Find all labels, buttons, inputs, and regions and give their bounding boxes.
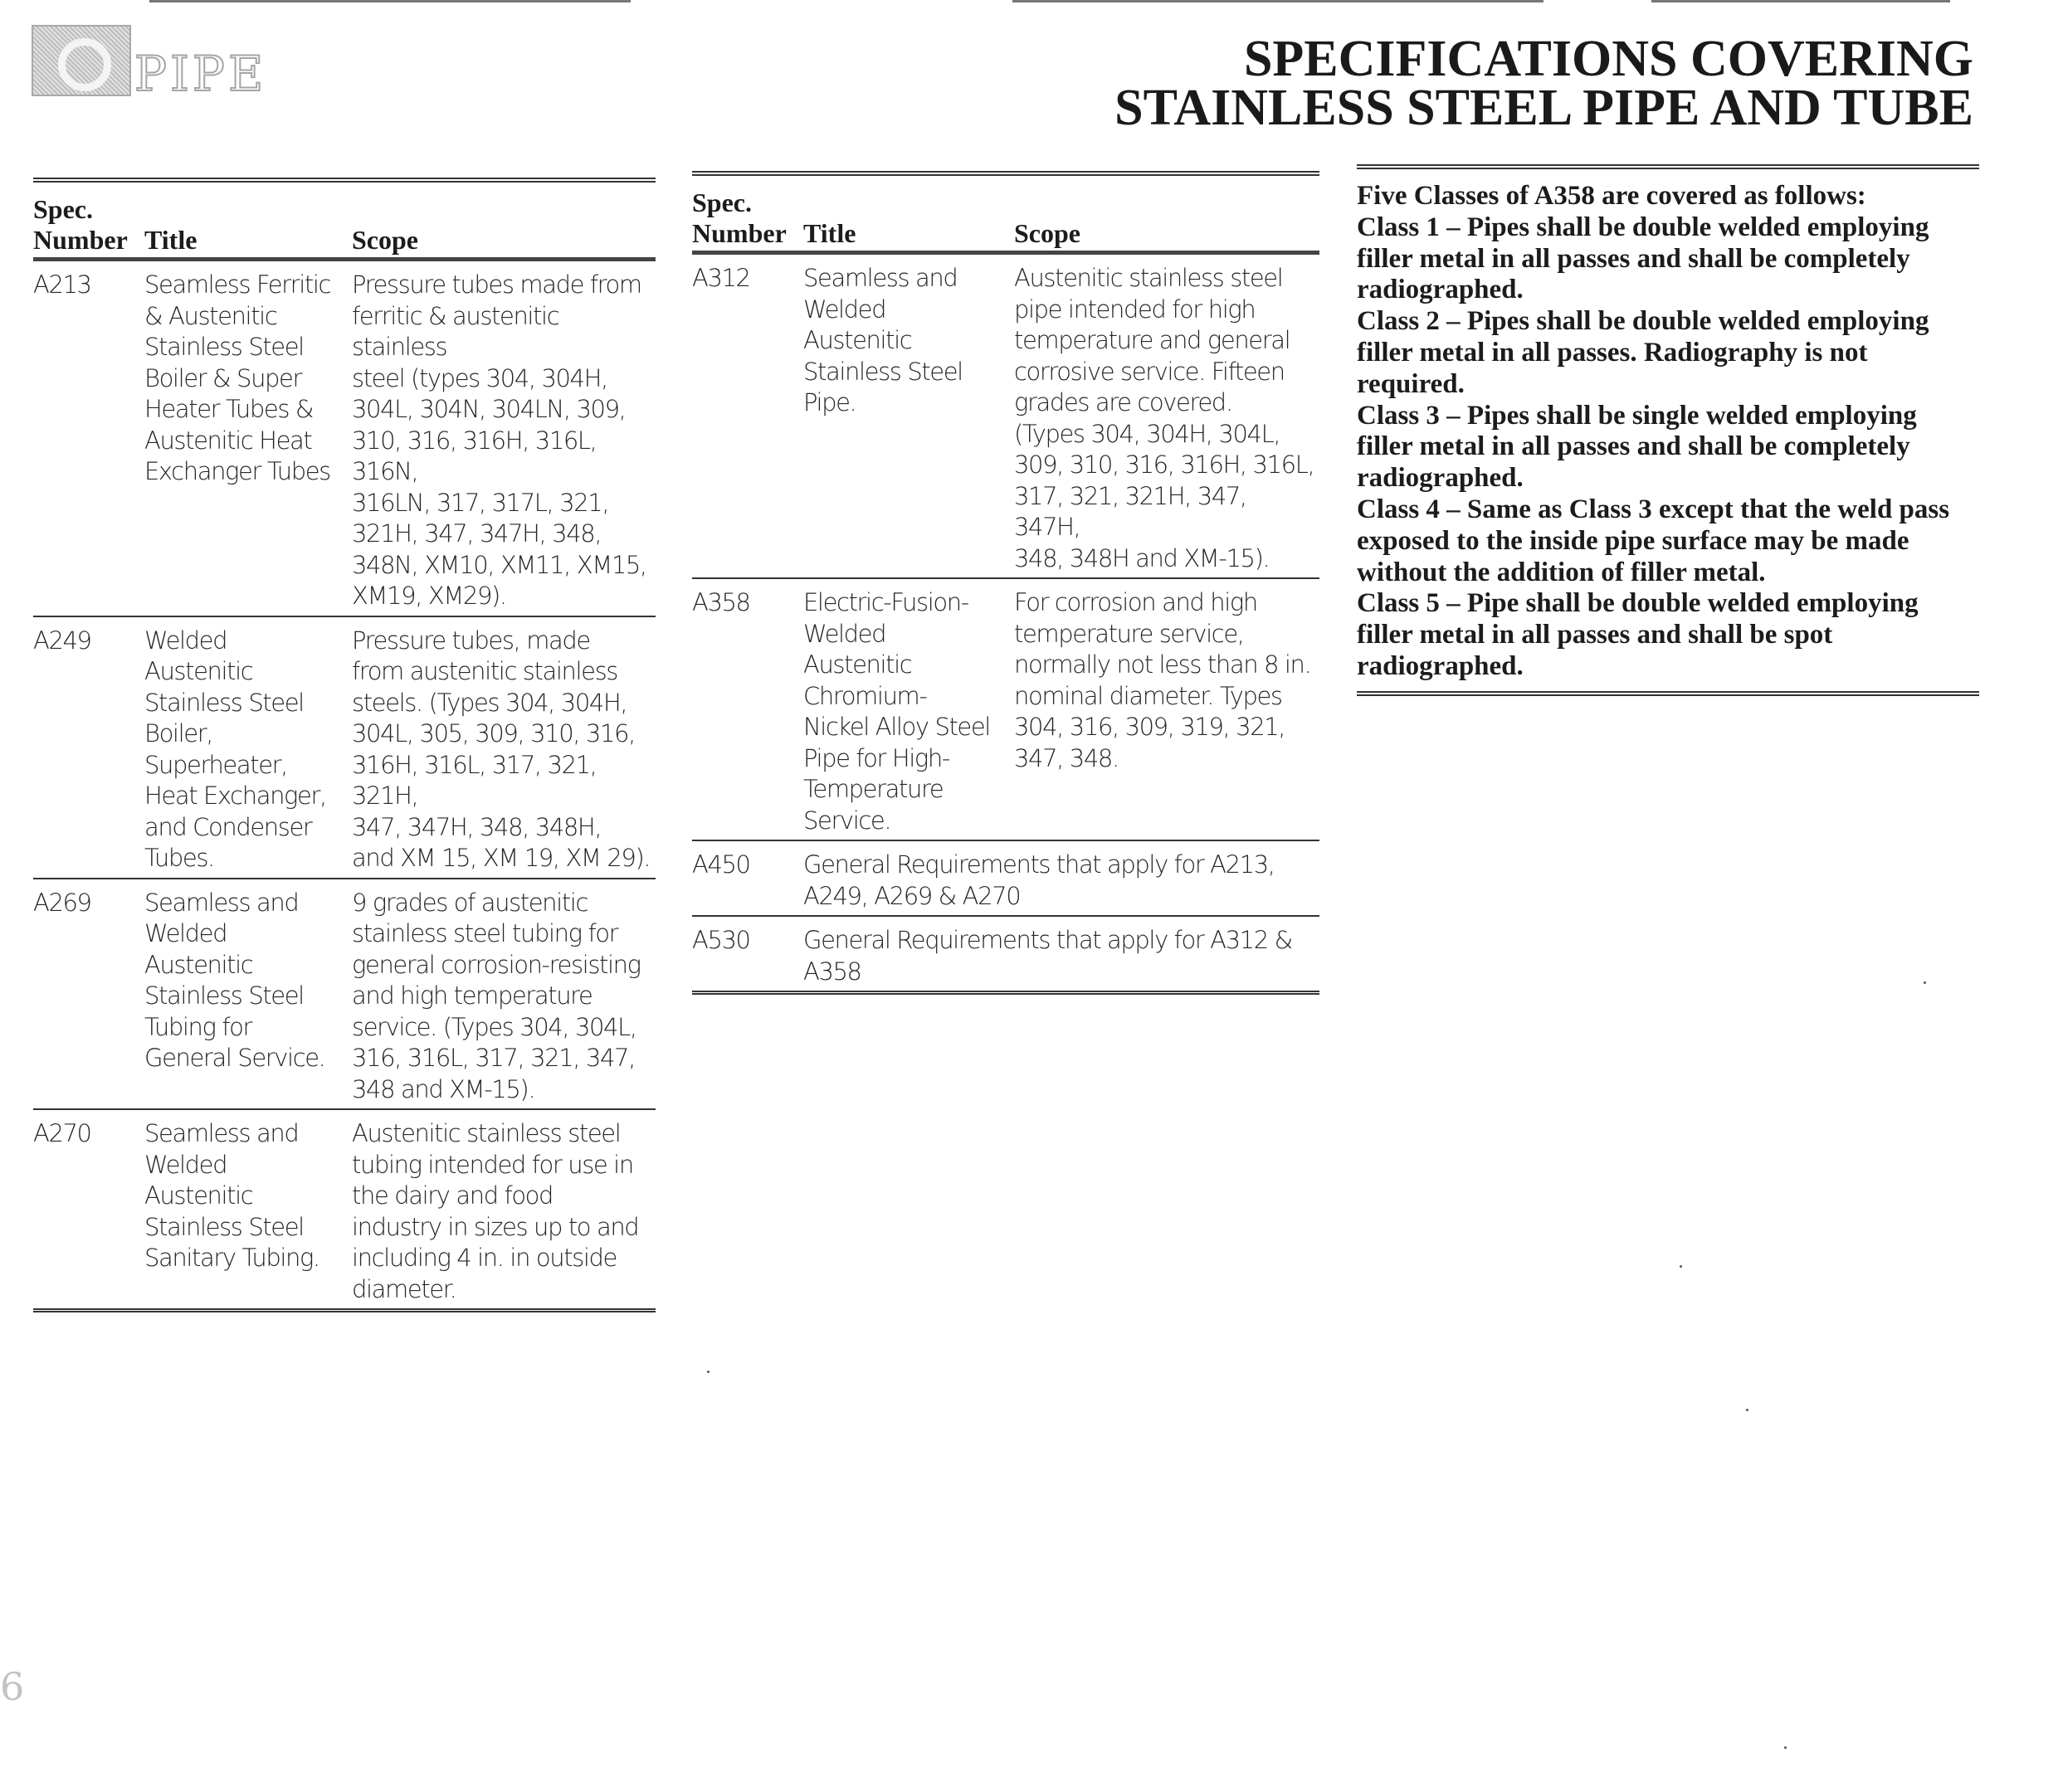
header-scope: Scope <box>1014 173 1319 253</box>
table-row <box>692 840 1319 916</box>
a358-classes-panel <box>1357 164 1979 696</box>
scan-edge-line <box>149 0 631 2</box>
logo-wordmark: PIPE <box>134 46 267 102</box>
table-row <box>692 578 1319 840</box>
spec-title: Seamless and Welded Austenitic Stainless Steel Sanitary Tubing. <box>144 1119 319 1272</box>
page-number: 6 <box>0 1664 25 1709</box>
general-requirements-text: General Requirements that apply for A312 & A358 <box>803 926 1292 986</box>
scan-speck <box>1680 1265 1682 1268</box>
table-header-row <box>33 180 656 260</box>
table-row <box>33 879 656 1110</box>
spec-scope: 9 grades of austenitic stainless steel tubing for general corrosion-resisting and high temperature service. (Types 304, 304L, 316, 316L, 317, 321, 347, 348 and XM-15). <box>352 888 641 1103</box>
spec-number: A270 <box>33 1119 91 1147</box>
scan-speck <box>1746 1409 1748 1411</box>
scan-speck <box>707 1371 710 1373</box>
class-item: Class 5 – Pipe shall be double welded employing filler metal in all passes and shall be spot radiographed. <box>1357 588 1919 681</box>
spec-title: Electric-Fusion- Welded Austenitic Chromium- Nickel Alloy Steel Pipe for High- Temperature Service. <box>803 588 990 835</box>
header-title: Title <box>144 180 352 260</box>
scan-edge-line <box>1012 0 1544 2</box>
spec-number: A249 <box>33 626 91 655</box>
spec-table-left <box>33 178 656 1312</box>
spec-title: Seamless Ferritic & Austenitic Stainless Steel Boiler & Super Heater Tubes & Austenitic Heat Exchanger Tubes <box>144 270 331 485</box>
class-item: Class 3 – Pipes shall be single welded employing filler metal in all passes and shall be completely radiographed. <box>1357 400 1917 494</box>
general-requirements-text: General Requirements that apply for A213, A249, A269 & A270 <box>803 850 1275 910</box>
spec-title: Welded Austenitic Stainless Steel Boiler, Superheater, Heat Exchanger, and Condenser Tubes. <box>144 626 326 872</box>
spec-title: Seamless and Welded Austenitic Stainless Steel Pipe. <box>803 264 963 416</box>
table-row <box>33 616 656 879</box>
class-item: Class 1 – Pipes shall be double welded employing filler metal in all passes and shall be completely radiographed. <box>1357 212 1929 305</box>
spec-title: Seamless and Welded Austenitic Stainless Steel Tubing for General Service. <box>144 888 325 1072</box>
pipe-logo <box>32 25 267 102</box>
logo-emblem <box>32 25 131 96</box>
header-title: Title <box>803 173 1014 253</box>
table-row <box>33 1109 656 1311</box>
spec-number: A358 <box>692 588 750 616</box>
scan-speck <box>1784 1746 1787 1749</box>
page-title-line-1: SPECIFICATIONS COVERING <box>1243 31 1973 87</box>
page-title-line-2: STAINLESS STEEL PIPE AND TUBE <box>1114 80 1973 136</box>
header-scope: Scope <box>352 180 656 260</box>
spec-scope: Pressure tubes, made from austenitic stainless steels. (Types 304, 304H, 304L, 305, 309, 310, 316, 316H, 316L, 317, 321, 321H, 347, 347H, 348, 348H, and XM 15, XM 19, XM 29). <box>352 626 651 872</box>
header-spec-number: Spec. Number <box>692 173 803 253</box>
spec-number: A530 <box>692 926 750 954</box>
spec-scope: For corrosion and high temperature service, normally not less than 8 in. nominal diameter. Types 304, 316, 309, 319, 321, 347, 348. <box>1014 588 1311 772</box>
spec-scope: Austenitic stainless steel pipe intended for high temperature and general corrosive service. Fifteen grades are covered. (Types 304, 304H, 304L, 309, 310, 316, 316H, 316L, 317, 321, 321H, 347, 347H, 348, 348H and XM-15). <box>1014 264 1314 572</box>
scan-edge-line <box>1651 0 1950 2</box>
table-header-row <box>692 173 1319 253</box>
spec-number: A213 <box>33 270 91 299</box>
spec-scope: Austenitic stainless steel tubing intended for use in the dairy and food industry in sizes up to and including 4 in. in outside diameter. <box>352 1119 639 1303</box>
class-item: Class 4 – Same as Class 3 except that the weld pass exposed to the inside pipe surface may be made without the addition of filler metal. <box>1357 494 1950 587</box>
scan-speck <box>1924 981 1926 984</box>
class-item: Class 2 – Pipes shall be double welded employing filler metal in all passes. Radiography is not required. <box>1357 306 1929 399</box>
table-row <box>692 916 1319 993</box>
spec-number: A450 <box>692 850 750 879</box>
spec-table-right <box>692 171 1319 995</box>
spec-number: A312 <box>692 264 750 292</box>
table-row <box>692 253 1319 579</box>
table-row <box>33 260 656 616</box>
classes-intro: Five Classes of A358 are covered as follows: <box>1357 181 1866 211</box>
page-title <box>1114 31 1973 136</box>
spec-number: A269 <box>33 888 91 917</box>
spec-scope: Pressure tubes made from ferritic & austenitic stainless steel (types 304, 304H, 304L, 304N, 304LN, 309, 310, 316, 316H, 316L, 316N, 316LN, 317, 317L, 321, 321H, 347, 347H, 348, 348N, XM10, XM11, XM15, XM19, XM29). <box>352 270 646 610</box>
header-spec-number: Spec. Number <box>33 180 144 260</box>
ring-icon <box>58 38 111 91</box>
